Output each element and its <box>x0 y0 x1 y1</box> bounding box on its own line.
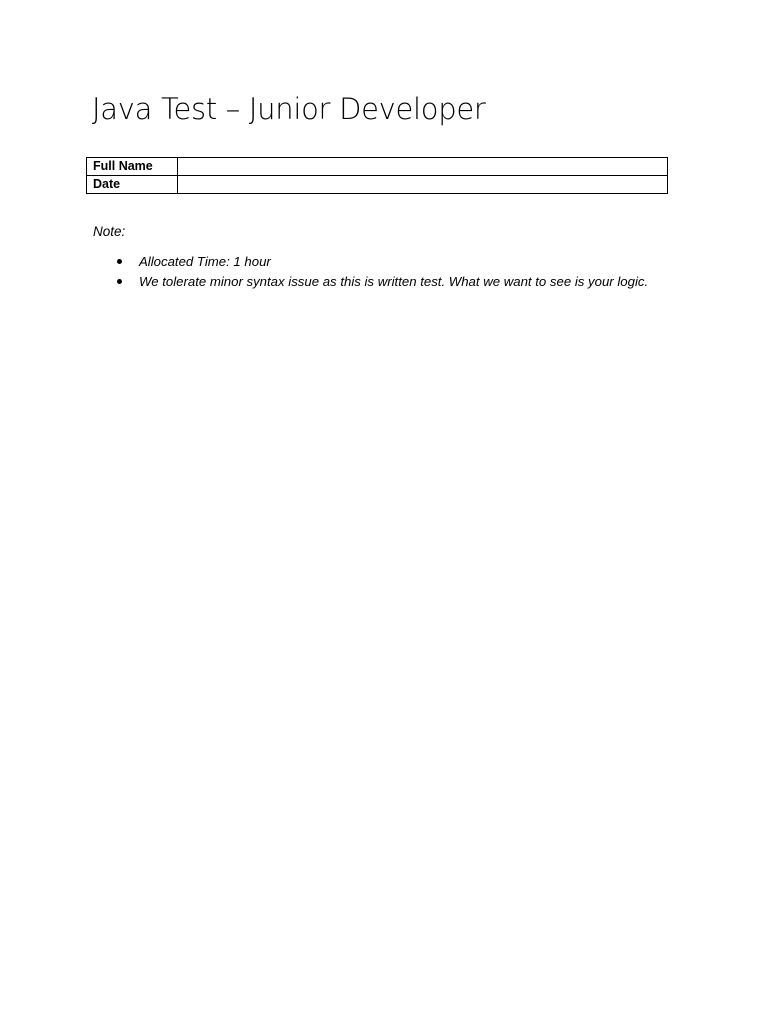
bullet-icon <box>117 279 122 284</box>
note-item-text: We tolerate minor syntax issue as this is written test. What we want to see is your logic. <box>139 274 649 289</box>
date-field[interactable] <box>178 176 668 194</box>
note-item-allocated-time <box>93 252 663 272</box>
bullet-icon <box>117 259 122 264</box>
table-row-full-name <box>87 158 668 176</box>
note-item-syntax-tolerance <box>93 272 663 292</box>
full-name-label: Full Name <box>87 158 178 176</box>
note-list <box>93 252 663 292</box>
note-item-text: Allocated Time: 1 hour <box>139 254 271 269</box>
date-label: Date <box>87 176 178 194</box>
page-title: Java Test – Junior Developer <box>92 92 486 126</box>
note-heading: Note: <box>93 224 126 239</box>
full-name-field[interactable] <box>178 158 668 176</box>
candidate-info-table <box>86 157 668 194</box>
table-row-date <box>87 176 668 194</box>
